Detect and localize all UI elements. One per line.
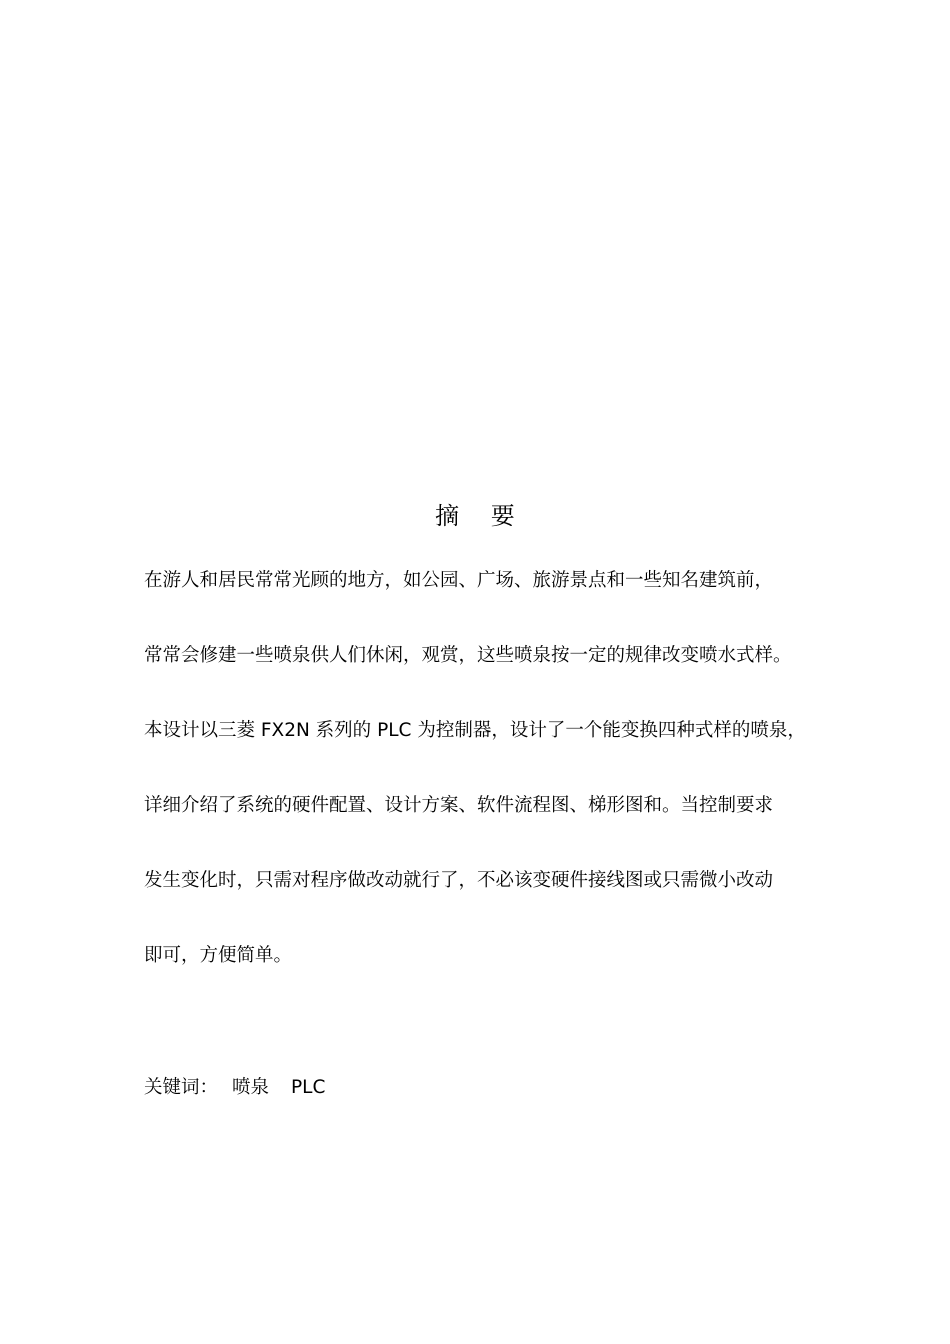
abstract-line: 在游人和居民常常光顾的地方，如公园、广场、旅游景点和一些知名建筑前， bbox=[144, 570, 774, 591]
abstract-line: 即可，方便简单。 bbox=[144, 945, 293, 966]
abstract-body bbox=[144, 566, 834, 1016]
abstract-line: 本设计以三菱 FX2N 系列的 PLC 为控制器，设计了一个能变换四种式样的喷泉， bbox=[144, 720, 806, 741]
abstract-line: 详细介绍了系统的硬件配置、设计方案、软件流程图、梯形图和。当控制要求 bbox=[144, 795, 774, 816]
abstract-line: 发生变化时，只需对程序做改动就行了，不必该变硬件接线图或只需微小改动 bbox=[144, 870, 774, 891]
keywords-label: 关键词： bbox=[144, 1077, 219, 1098]
page-title: 摘 要 bbox=[435, 502, 527, 530]
abstract-line: 常常会修建一些喷泉供人们休闲，观赏，这些喷泉按一定的规律改变喷水式样。 bbox=[144, 645, 792, 666]
keyword-item: PLC bbox=[291, 1077, 326, 1098]
keyword-item: 喷泉 bbox=[232, 1077, 270, 1098]
keywords-row bbox=[144, 1073, 325, 1103]
